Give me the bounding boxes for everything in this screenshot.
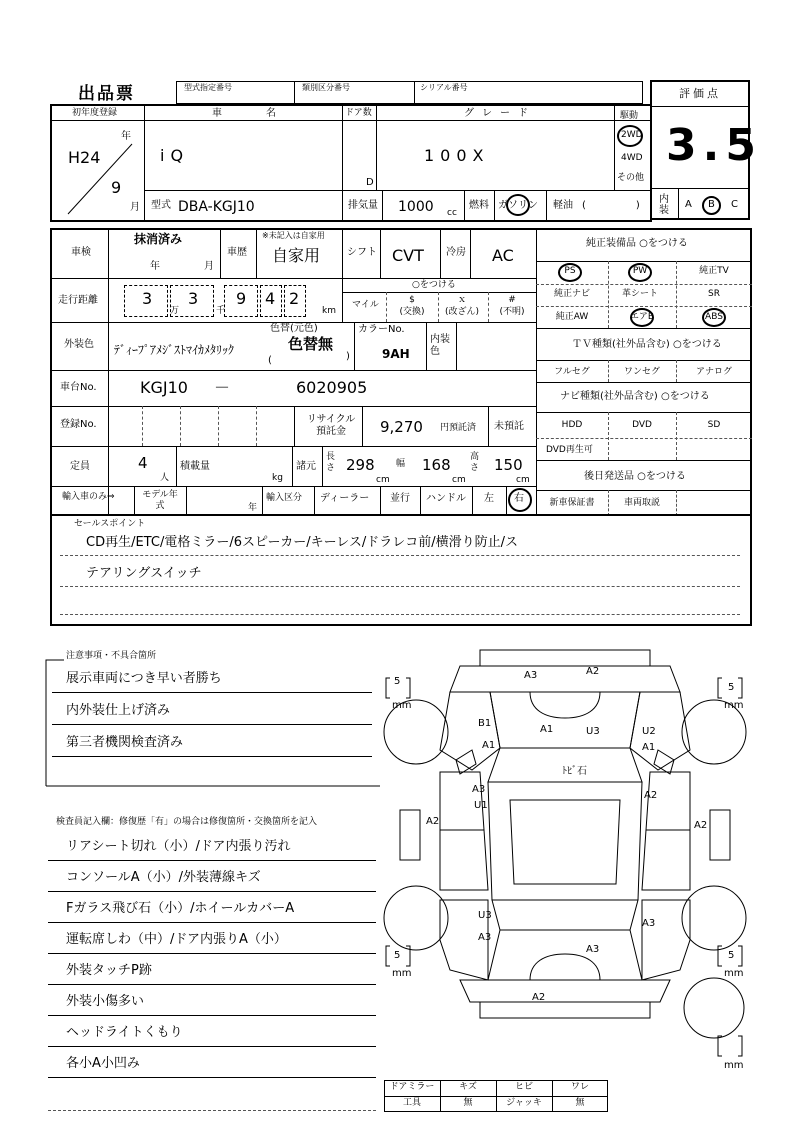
shift-value: CVT: [392, 246, 424, 265]
equip-abs-circle: [702, 308, 726, 327]
legend-break-value: 無: [575, 1098, 585, 1108]
mark-a3-rear-left: A3: [478, 932, 492, 943]
length-label: 長さ: [326, 452, 336, 473]
repaint-label: 色替(元色): [270, 323, 318, 334]
altered-symbol: ｘ: [457, 295, 467, 305]
mileage-circle-note: ○をつける: [412, 280, 456, 290]
height-cm: cm: [516, 475, 530, 485]
km-unit: km: [322, 306, 336, 316]
spare-mm: mm: [724, 1060, 744, 1071]
mileage-digit-4: 4: [265, 289, 276, 308]
length-value: 298: [346, 456, 375, 474]
sales-point-line-1: CD再生/ETC/電格ミラー/6スピーカー/キーレス/ドラレコ前/横滑り防止/ス: [86, 535, 519, 550]
legend-break: ワレ: [570, 1082, 590, 1092]
equip-aw: 純正AW: [555, 312, 589, 322]
equip-ps-circle: [558, 263, 582, 282]
equip-pw: PW: [632, 266, 648, 276]
vehicle-name: iQ: [160, 146, 190, 165]
fuel-gasoline-circle: [506, 194, 530, 216]
inspector-item-3: Fガラス飛び石（小）/ホイールカバーA: [66, 901, 295, 916]
recycle-value: 9,270: [380, 418, 423, 436]
tire-right-rear-mm: mm: [724, 968, 744, 979]
paren-open: (: [268, 355, 272, 366]
inspector-item-6: 外装小傷多い: [66, 994, 145, 1009]
mark-a1-hood: A1: [540, 724, 554, 735]
width-cm: cm: [452, 475, 466, 485]
mileage-digit-3: 9: [236, 289, 247, 308]
doors-label: ドア数: [345, 108, 372, 118]
mark-a3-rear-right: A3: [642, 918, 656, 929]
mark-b1: B1: [478, 718, 492, 729]
score-value: 3.5: [666, 120, 762, 171]
fuel-paren: ( ): [582, 200, 640, 211]
inspector-item-7: ヘッドライトくもり: [66, 1025, 183, 1040]
capacity-value: 4: [138, 454, 148, 472]
tv-title: ＴＶ種類(社外品含む) ○をつける: [572, 339, 722, 350]
tire-right-front-depth: 5: [728, 682, 735, 693]
sales-point-label: セールスポイント: [74, 519, 146, 529]
shift-label: シフト: [347, 247, 377, 258]
history-value: 自家用: [272, 246, 321, 265]
equip-navi: 純正ナビ: [553, 289, 591, 299]
import-year-unit: 年: [248, 503, 258, 513]
mileage-digit-2: 3: [188, 289, 199, 308]
drive-label: 駆動: [620, 111, 639, 121]
tire-left-rear-depth: 5: [394, 950, 401, 961]
note-item-2: 内外装仕上げ済み: [66, 703, 171, 718]
height-label: 高さ: [470, 452, 480, 473]
docs-title: 後日発送品 ○をつける: [584, 471, 686, 482]
equip-pw-circle: [628, 263, 652, 282]
altered-option: (改ざん): [444, 307, 480, 317]
drive-2wd: 2WD: [621, 130, 643, 140]
mark-front-a2: A2: [586, 666, 600, 677]
fuel-label: 燃料: [469, 200, 489, 211]
mileage-label: 走行距離: [58, 295, 98, 306]
score-label: 評価点: [679, 87, 721, 100]
chassis-label: 車台No.: [60, 382, 97, 393]
tv-analog: アナログ: [695, 367, 733, 377]
person-unit: 人: [160, 473, 170, 483]
dealer-option: ディーラー: [320, 493, 370, 504]
mark-u3-hood: U3: [586, 726, 600, 737]
tire-left-front-mm: mm: [392, 700, 412, 711]
color-no-label: カラーNo.: [358, 324, 405, 335]
exchanged-option: (交換): [399, 307, 425, 317]
displacement-value: 1000: [398, 199, 434, 215]
exchanged-symbol: $: [409, 295, 415, 305]
color-no-value: 9AH: [382, 347, 410, 361]
chassis-dash: －: [214, 378, 231, 397]
mark-front-a3: A3: [524, 670, 538, 681]
parallel-option: 並行: [390, 493, 410, 504]
type-value: DBA-KGJ10: [178, 199, 255, 215]
year-unit: 年: [121, 131, 131, 142]
cc-unit: cc: [447, 208, 457, 218]
inspector-label: 検査員記入欄：修復歴「有」の場合は修復箇所・交換箇所を記入: [56, 817, 318, 827]
inspection-month: 月: [204, 261, 214, 272]
sen-unit: 千: [216, 306, 226, 316]
paren-close: ): [346, 351, 350, 362]
mileage-digit-5: 2: [289, 289, 300, 308]
header-code-box: [176, 81, 643, 104]
man-unit: 万: [170, 306, 180, 316]
handle-right: 右: [514, 493, 524, 504]
mark-u2: U2: [642, 726, 656, 737]
equip-airbag-circle: [630, 308, 654, 327]
class-no-label: 類別区分番号: [302, 83, 350, 92]
mark-u3-rear: U3: [478, 910, 492, 921]
legend-scratch-value: 無: [463, 1098, 473, 1108]
mark-windshield: ﾄﾋﾞ石: [562, 766, 587, 777]
interior-label: 内装: [659, 194, 669, 216]
drive-4wd: 4WD: [621, 153, 643, 163]
import-label: 輸入車のみ⇒: [62, 492, 115, 502]
mark-a1-left: A1: [482, 740, 496, 751]
ac-value: AC: [492, 246, 514, 265]
inspector-item-2: コンソールA（小）/外装薄線キズ: [66, 870, 261, 885]
note-item-1: 展示車両につき早い者勝ち: [66, 671, 222, 686]
mark-a3-left: A3: [472, 784, 486, 795]
repaint-value: 色替無: [288, 335, 334, 353]
inspection-label: 車検: [71, 247, 91, 258]
width-label: 幅: [396, 459, 406, 469]
equip-tv: 純正TV: [699, 266, 729, 276]
capacity-label: 定員: [70, 461, 90, 472]
equip-airbag: エアB: [629, 312, 655, 322]
dvd-playback: DVD再生可: [546, 445, 593, 455]
recycle-label: リサイクル預託金: [306, 414, 356, 437]
interior-c: C: [731, 199, 738, 210]
first-reg-label: 初年度登録: [72, 108, 118, 118]
tv-fullseg: フルセグ: [554, 367, 590, 377]
history-note: ※未記入は自家用: [262, 231, 325, 240]
form-title: 出品票: [78, 84, 135, 104]
docs-manual: 車両取説: [623, 498, 661, 508]
legend-door-mirror: ドアミラー: [389, 1082, 435, 1092]
history-label: 車歴: [227, 247, 247, 258]
equip-leather: 革シート: [621, 289, 659, 299]
model-no-label: 型式指定番号: [184, 83, 232, 92]
load-label: 積載量: [180, 461, 210, 472]
inspector-item-5: 外装タッチP跡: [66, 963, 152, 978]
unknown-symbol: #: [508, 295, 516, 305]
mark-a1-right: A1: [642, 742, 656, 753]
recycle-unpaid: 未預託: [494, 421, 524, 432]
model-year-label: モデル年式: [142, 490, 178, 511]
legend-tools: 工具: [402, 1098, 422, 1108]
mark-a2-bottom: A2: [532, 992, 546, 1003]
color-label: 外装色: [64, 339, 94, 350]
first-reg-month: 9: [111, 178, 122, 197]
tire-left-rear-mm: mm: [392, 968, 412, 979]
inspector-item-4: 運転席しわ（中）/ドア内張りA（小）: [66, 932, 287, 947]
navi-sd: SD: [707, 420, 721, 430]
color-value: ﾃﾞｨｰﾌﾟｱﾒｼﾞｽﾄﾏｲｶﾒﾀﾘｯｸ: [114, 343, 235, 357]
grade-label: グレード: [464, 108, 536, 119]
unknown-option: (不明): [499, 307, 525, 317]
equip-sr: SR: [708, 289, 720, 299]
interior-b-circle: [702, 196, 721, 215]
equip-abs: ABS: [705, 312, 723, 322]
drive-2wd-circle: [617, 125, 643, 147]
inspector-item-1: リアシート切れ（小）/ドア内張り汚れ: [66, 839, 291, 854]
name-label: 車 名: [212, 108, 284, 119]
mileage-digit-1: 3: [142, 289, 153, 308]
note-item-3: 第三者機関検査済み: [66, 735, 184, 750]
fuel-light-oil: 軽油: [553, 200, 573, 211]
mark-a3-rear: A3: [586, 944, 600, 955]
mile-option: マイル: [352, 300, 379, 310]
ac-label: 冷房: [446, 247, 466, 258]
chassis-prefix: KGJ10: [140, 378, 188, 397]
tire-right-front-mm: mm: [724, 700, 744, 711]
month-unit: 月: [130, 202, 140, 213]
mark-a2-right-side: A2: [694, 820, 708, 831]
inspection-year: 年: [150, 261, 160, 272]
legend-crack: ヒビ: [514, 1082, 534, 1092]
first-reg-era: H24: [68, 148, 101, 167]
equipment-title: 純正装備品 ○をつける: [586, 238, 688, 249]
date-slash: [60, 140, 140, 220]
recycle-paid: 円預託済: [440, 423, 477, 433]
mark-a2-left-side: A2: [426, 816, 440, 827]
serial-no-label: シリアル番号: [420, 83, 468, 92]
tire-right-rear-depth: 5: [728, 950, 735, 961]
inspector-item-8: 各小A小凹み: [66, 1056, 140, 1071]
interior-a: A: [685, 199, 692, 210]
tire-left-front-depth: 5: [394, 676, 401, 687]
chassis-number: 6020905: [296, 378, 368, 397]
handle-left: 左: [484, 493, 494, 504]
dims-label: 諸元: [296, 461, 316, 472]
width-value: 168: [422, 456, 451, 474]
car-damage-diagram: [380, 640, 760, 1080]
navi-title: ナビ種類(社外品含む) ○をつける: [560, 391, 710, 402]
mark-a2-right-door: A2: [644, 790, 658, 801]
drive-other: その他: [617, 173, 645, 183]
mark-u1: U1: [474, 800, 488, 811]
height-value: 150: [494, 456, 523, 474]
legend-scratch: キズ: [459, 1082, 477, 1092]
doors-suffix: D: [366, 177, 374, 188]
equip-ps: PS: [564, 266, 576, 276]
legend-jack: ジャッキ: [506, 1098, 542, 1108]
grade-value: 100X: [424, 146, 490, 165]
int-color-label: 内装色: [430, 334, 450, 357]
import-type-label: 輸入区分: [266, 493, 303, 503]
fuel-gasoline: ガソリン: [498, 200, 538, 211]
inspection-value: 抹消済み: [134, 232, 183, 246]
navi-hdd: HDD: [561, 420, 583, 430]
kg-unit: kg: [272, 473, 283, 483]
navi-dvd: DVD: [632, 420, 652, 430]
notes-label: 注意事項・不具合箇所: [66, 651, 157, 661]
sales-point-line-2: テアリングスイッチ: [86, 566, 202, 581]
tv-oneseg: ワンセグ: [623, 367, 661, 377]
length-cm: cm: [376, 475, 390, 485]
type-label: 型式: [151, 200, 171, 211]
interior-b: B: [708, 199, 715, 210]
reg-no-label: 登録No.: [60, 419, 97, 430]
handle-label: ハンドル: [426, 493, 466, 504]
displacement-label: 排気量: [348, 200, 378, 211]
handle-right-circle: [508, 488, 532, 512]
docs-warranty: 新車保証書: [549, 498, 595, 508]
